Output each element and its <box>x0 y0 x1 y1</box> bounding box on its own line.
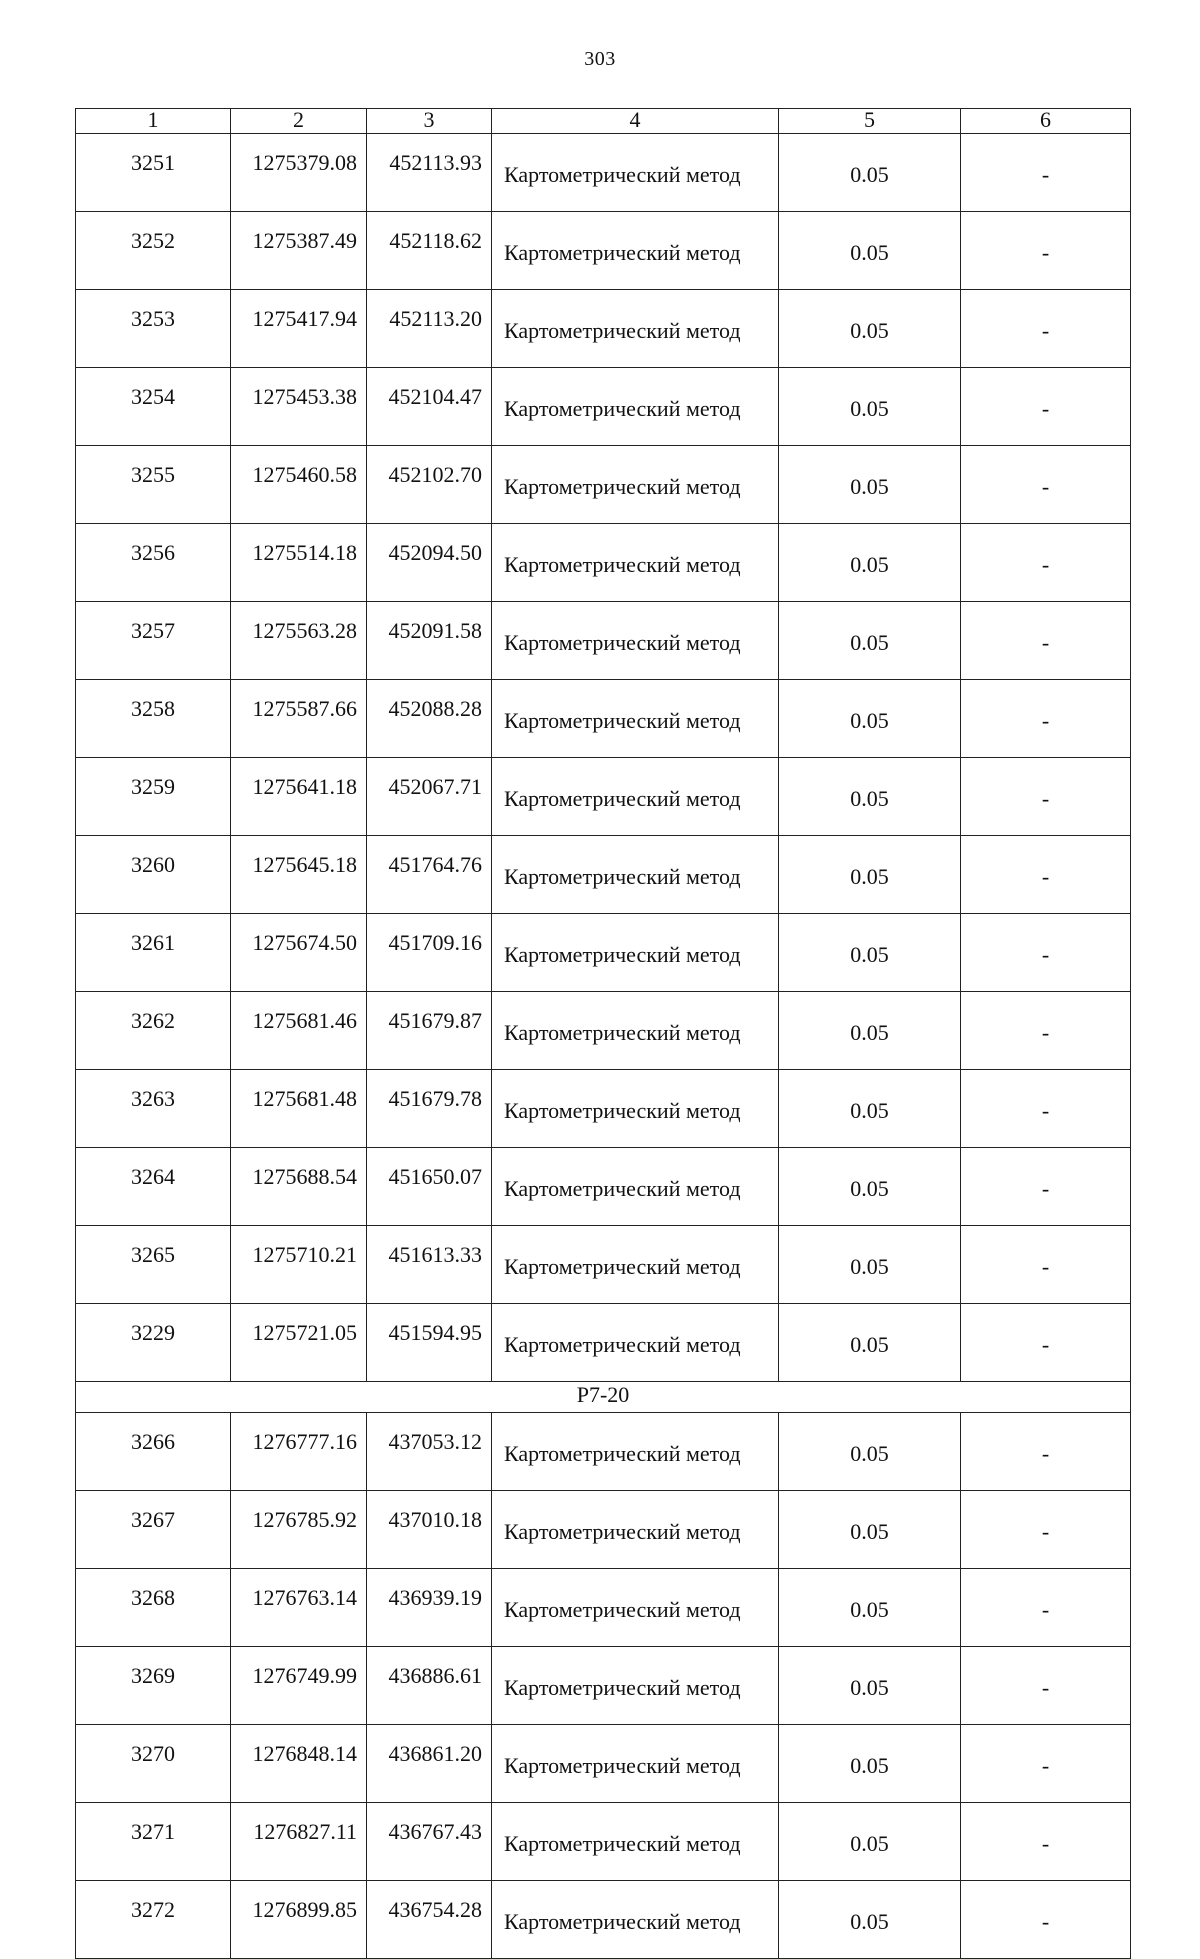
note-cell: - <box>961 134 1131 212</box>
table-row <box>76 134 1131 212</box>
y-coordinate-cell: 436939.19 <box>367 1569 492 1647</box>
point-number-cell: 3267 <box>76 1491 231 1569</box>
note-cell: - <box>961 446 1131 524</box>
y-coordinate-cell: 451709.16 <box>367 914 492 992</box>
column-header-2: 2 <box>231 109 367 134</box>
note-cell: - <box>961 1569 1131 1647</box>
table-row <box>76 992 1131 1070</box>
coordinates-table <box>75 108 1131 1959</box>
note-cell: - <box>961 1148 1131 1226</box>
method-cell: Картометрический метод <box>492 134 779 212</box>
y-coordinate-cell: 451764.76 <box>367 836 492 914</box>
note-cell: - <box>961 680 1131 758</box>
y-coordinate-cell: 451679.87 <box>367 992 492 1070</box>
note-cell: - <box>961 1803 1131 1881</box>
point-number-cell: 3229 <box>76 1304 231 1382</box>
note-cell: - <box>961 758 1131 836</box>
accuracy-cell: 0.05 <box>779 1569 961 1647</box>
point-number-cell: 3265 <box>76 1226 231 1304</box>
method-cell: Картометрический метод <box>492 680 779 758</box>
y-coordinate-cell: 436754.28 <box>367 1881 492 1959</box>
table-row <box>76 1491 1131 1569</box>
y-coordinate-cell: 451679.78 <box>367 1070 492 1148</box>
accuracy-cell: 0.05 <box>779 524 961 602</box>
x-coordinate-cell: 1275460.58 <box>231 446 367 524</box>
method-cell: Картометрический метод <box>492 1304 779 1382</box>
point-number-cell: 3266 <box>76 1413 231 1491</box>
accuracy-cell: 0.05 <box>779 1881 961 1959</box>
method-cell: Картометрический метод <box>492 836 779 914</box>
y-coordinate-cell: 452088.28 <box>367 680 492 758</box>
x-coordinate-cell: 1276827.11 <box>231 1803 367 1881</box>
y-coordinate-cell: 451613.33 <box>367 1226 492 1304</box>
y-coordinate-cell: 452104.47 <box>367 368 492 446</box>
x-coordinate-cell: 1276785.92 <box>231 1491 367 1569</box>
accuracy-cell: 0.05 <box>779 446 961 524</box>
column-header-4: 4 <box>492 109 779 134</box>
x-coordinate-cell: 1275514.18 <box>231 524 367 602</box>
y-coordinate-cell: 452118.62 <box>367 212 492 290</box>
method-cell: Картометрический метод <box>492 446 779 524</box>
x-coordinate-cell: 1276749.99 <box>231 1647 367 1725</box>
method-cell: Картометрический метод <box>492 758 779 836</box>
x-coordinate-cell: 1276777.16 <box>231 1413 367 1491</box>
point-number-cell: 3263 <box>76 1070 231 1148</box>
table-row <box>76 836 1131 914</box>
y-coordinate-cell: 452094.50 <box>367 524 492 602</box>
point-number-cell: 3257 <box>76 602 231 680</box>
table-row <box>76 1304 1131 1382</box>
y-coordinate-cell: 452091.58 <box>367 602 492 680</box>
table-row <box>76 1569 1131 1647</box>
accuracy-cell: 0.05 <box>779 212 961 290</box>
table-row <box>76 446 1131 524</box>
note-cell: - <box>961 212 1131 290</box>
point-number-cell: 3258 <box>76 680 231 758</box>
x-coordinate-cell: 1276848.14 <box>231 1725 367 1803</box>
accuracy-cell: 0.05 <box>779 680 961 758</box>
x-coordinate-cell: 1275641.18 <box>231 758 367 836</box>
section-title: Р7-20 <box>76 1382 1131 1413</box>
point-number-cell: 3269 <box>76 1647 231 1725</box>
x-coordinate-cell: 1275587.66 <box>231 680 367 758</box>
point-number-cell: 3255 <box>76 446 231 524</box>
method-cell: Картометрический метод <box>492 1491 779 1569</box>
point-number-cell: 3253 <box>76 290 231 368</box>
method-cell: Картометрический метод <box>492 1569 779 1647</box>
table-row <box>76 290 1131 368</box>
point-number-cell: 3272 <box>76 1881 231 1959</box>
note-cell: - <box>961 368 1131 446</box>
accuracy-cell: 0.05 <box>779 290 961 368</box>
note-cell: - <box>961 1304 1131 1382</box>
accuracy-cell: 0.05 <box>779 836 961 914</box>
note-cell: - <box>961 1413 1131 1491</box>
x-coordinate-cell: 1275688.54 <box>231 1148 367 1226</box>
note-cell: - <box>961 1647 1131 1725</box>
y-coordinate-cell: 452067.71 <box>367 758 492 836</box>
accuracy-cell: 0.05 <box>779 1148 961 1226</box>
accuracy-cell: 0.05 <box>779 1491 961 1569</box>
accuracy-cell: 0.05 <box>779 1304 961 1382</box>
x-coordinate-cell: 1275721.05 <box>231 1304 367 1382</box>
x-coordinate-cell: 1275563.28 <box>231 602 367 680</box>
note-cell: - <box>961 1725 1131 1803</box>
table-row <box>76 368 1131 446</box>
note-cell: - <box>961 1226 1131 1304</box>
method-cell: Картометрический метод <box>492 368 779 446</box>
method-cell: Картометрический метод <box>492 1148 779 1226</box>
y-coordinate-cell: 451650.07 <box>367 1148 492 1226</box>
note-cell: - <box>961 1491 1131 1569</box>
table-row <box>76 1226 1131 1304</box>
column-header-6: 6 <box>961 109 1131 134</box>
accuracy-cell: 0.05 <box>779 1803 961 1881</box>
y-coordinate-cell: 451594.95 <box>367 1304 492 1382</box>
accuracy-cell: 0.05 <box>779 602 961 680</box>
table-row <box>76 1803 1131 1881</box>
x-coordinate-cell: 1275417.94 <box>231 290 367 368</box>
method-cell: Картометрический метод <box>492 1803 779 1881</box>
method-cell: Картометрический метод <box>492 1647 779 1725</box>
x-coordinate-cell: 1276763.14 <box>231 1569 367 1647</box>
y-coordinate-cell: 437010.18 <box>367 1491 492 1569</box>
x-coordinate-cell: 1275674.50 <box>231 914 367 992</box>
y-coordinate-cell: 437053.12 <box>367 1413 492 1491</box>
x-coordinate-cell: 1276899.85 <box>231 1881 367 1959</box>
method-cell: Картометрический метод <box>492 290 779 368</box>
table-row <box>76 680 1131 758</box>
note-cell: - <box>961 1070 1131 1148</box>
method-cell: Картометрический метод <box>492 1725 779 1803</box>
table-row <box>76 1413 1131 1491</box>
accuracy-cell: 0.05 <box>779 1413 961 1491</box>
point-number-cell: 3260 <box>76 836 231 914</box>
accuracy-cell: 0.05 <box>779 914 961 992</box>
method-cell: Картометрический метод <box>492 1070 779 1148</box>
method-cell: Картометрический метод <box>492 992 779 1070</box>
table-row <box>76 1148 1131 1226</box>
accuracy-cell: 0.05 <box>779 1725 961 1803</box>
accuracy-cell: 0.05 <box>779 134 961 212</box>
method-cell: Картометрический метод <box>492 212 779 290</box>
y-coordinate-cell: 452113.20 <box>367 290 492 368</box>
point-number-cell: 3271 <box>76 1803 231 1881</box>
table-row <box>76 1881 1131 1959</box>
accuracy-cell: 0.05 <box>779 992 961 1070</box>
point-number-cell: 3261 <box>76 914 231 992</box>
accuracy-cell: 0.05 <box>779 1647 961 1725</box>
point-number-cell: 3270 <box>76 1725 231 1803</box>
method-cell: Картометрический метод <box>492 1881 779 1959</box>
table-row <box>76 212 1131 290</box>
table-row <box>76 1725 1131 1803</box>
column-header-3: 3 <box>367 109 492 134</box>
note-cell: - <box>961 524 1131 602</box>
y-coordinate-cell: 436767.43 <box>367 1803 492 1881</box>
accuracy-cell: 0.05 <box>779 1226 961 1304</box>
point-number-cell: 3259 <box>76 758 231 836</box>
note-cell: - <box>961 290 1131 368</box>
note-cell: - <box>961 602 1131 680</box>
y-coordinate-cell: 436861.20 <box>367 1725 492 1803</box>
y-coordinate-cell: 452113.93 <box>367 134 492 212</box>
table-row <box>76 1070 1131 1148</box>
point-number-cell: 3268 <box>76 1569 231 1647</box>
table-row <box>76 602 1131 680</box>
x-coordinate-cell: 1275453.38 <box>231 368 367 446</box>
note-cell: - <box>961 914 1131 992</box>
table-row <box>76 914 1131 992</box>
point-number-cell: 3264 <box>76 1148 231 1226</box>
table-row <box>76 1647 1131 1725</box>
note-cell: - <box>961 836 1131 914</box>
x-coordinate-cell: 1275710.21 <box>231 1226 367 1304</box>
point-number-cell: 3251 <box>76 134 231 212</box>
page-number: 303 <box>584 48 616 70</box>
method-cell: Картометрический метод <box>492 914 779 992</box>
column-header-5: 5 <box>779 109 961 134</box>
x-coordinate-cell: 1275387.49 <box>231 212 367 290</box>
accuracy-cell: 0.05 <box>779 758 961 836</box>
accuracy-cell: 0.05 <box>779 368 961 446</box>
y-coordinate-cell: 436886.61 <box>367 1647 492 1725</box>
method-cell: Картометрический метод <box>492 1413 779 1491</box>
column-header-1: 1 <box>76 109 231 134</box>
x-coordinate-cell: 1275681.48 <box>231 1070 367 1148</box>
note-cell: - <box>961 992 1131 1070</box>
x-coordinate-cell: 1275645.18 <box>231 836 367 914</box>
point-number-cell: 3262 <box>76 992 231 1070</box>
y-coordinate-cell: 452102.70 <box>367 446 492 524</box>
note-cell: - <box>961 1881 1131 1959</box>
x-coordinate-cell: 1275681.46 <box>231 992 367 1070</box>
x-coordinate-cell: 1275379.08 <box>231 134 367 212</box>
point-number-cell: 3254 <box>76 368 231 446</box>
section-row <box>76 1382 1131 1413</box>
method-cell: Картометрический метод <box>492 524 779 602</box>
table-row <box>76 758 1131 836</box>
accuracy-cell: 0.05 <box>779 1070 961 1148</box>
table-body <box>76 109 1131 1959</box>
point-number-cell: 3256 <box>76 524 231 602</box>
table-header-row <box>76 109 1131 134</box>
method-cell: Картометрический метод <box>492 602 779 680</box>
table-row <box>76 524 1131 602</box>
point-number-cell: 3252 <box>76 212 231 290</box>
method-cell: Картометрический метод <box>492 1226 779 1304</box>
